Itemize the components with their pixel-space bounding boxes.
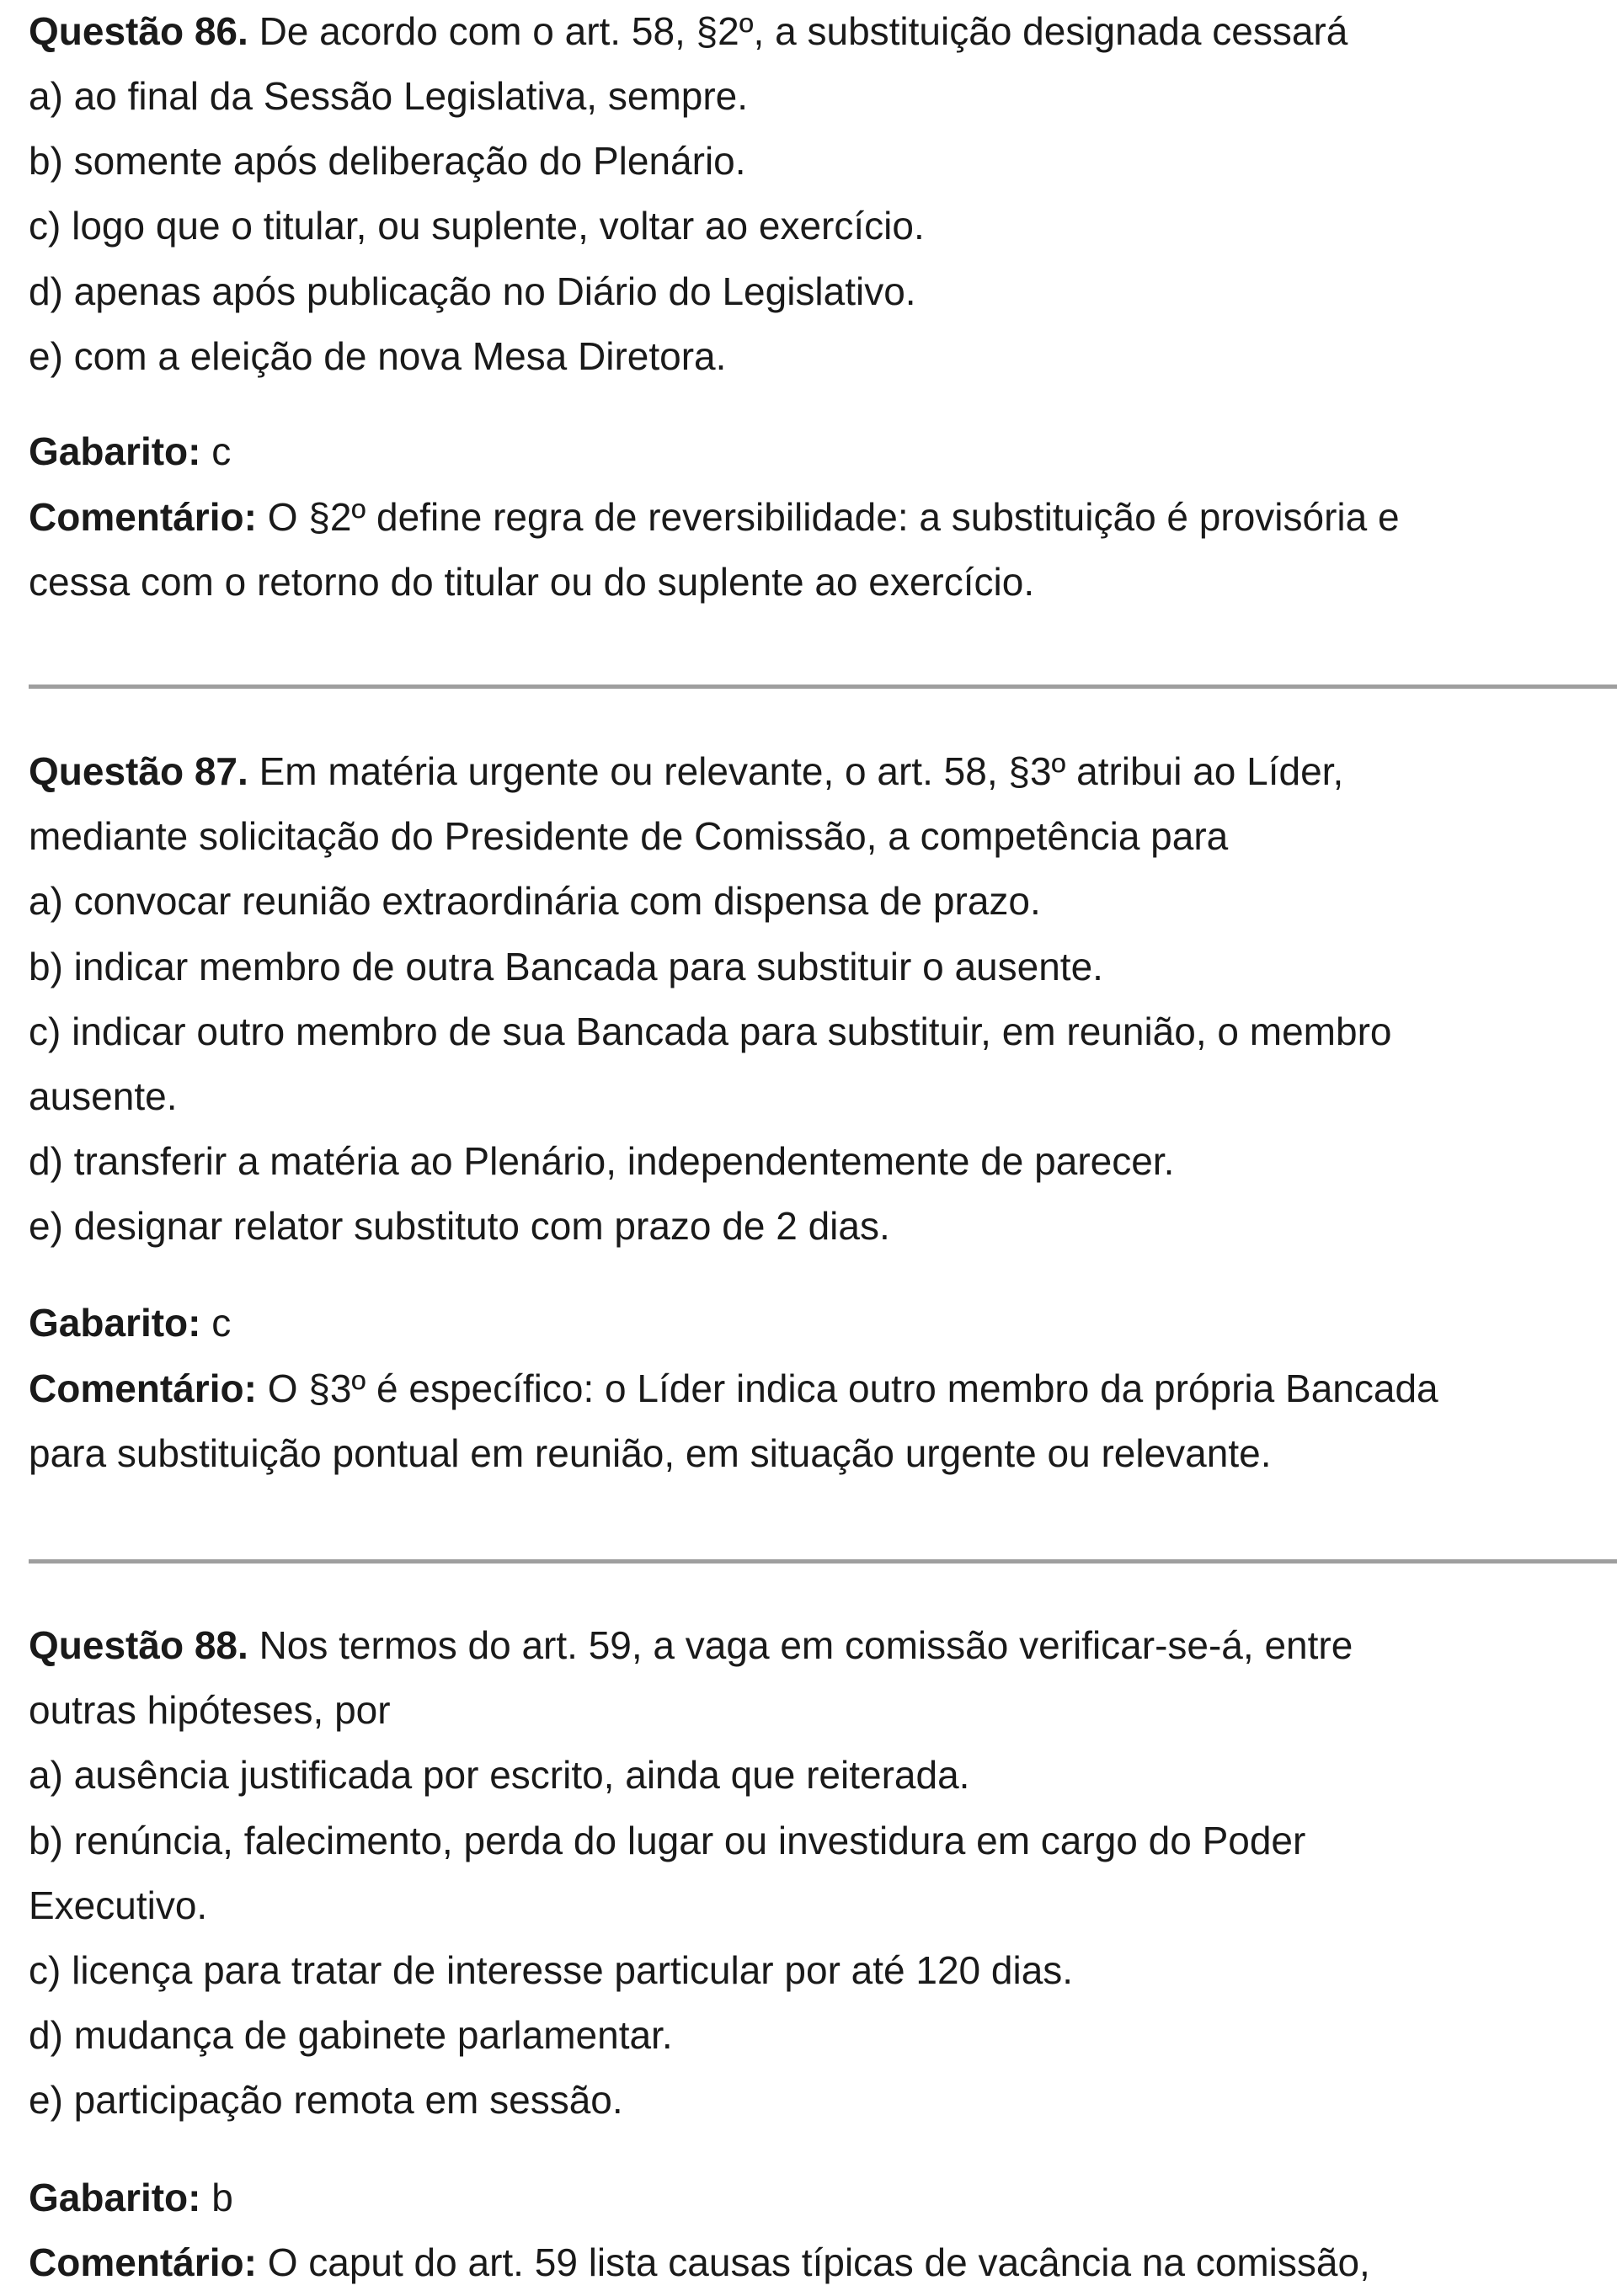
comment-label: Comentário: <box>29 1366 257 1410</box>
answer-value: c <box>211 429 232 473</box>
question-stem-line <box>29 1621 1353 1670</box>
question-stem: Nos termos do art. 59, a vaga em comissão verificar-se-á, entre <box>259 1623 1353 1667</box>
option-c: c) logo que o titular, ou suplente, voltar ao exercício. <box>29 204 925 248</box>
option-b: b) indicar membro de outra Bancada para substituir o ausente. <box>29 945 1103 988</box>
option-b: b) renúncia, falecimento, perda do lugar ou investidura em cargo do Poder <box>29 1819 1306 1862</box>
answer-line <box>29 1298 231 1347</box>
option-d: d) transferir a matéria ao Plenário, independentemente de parecer. <box>29 1139 1175 1183</box>
comment-label: Comentário: <box>29 495 257 539</box>
answer-label: Gabarito: <box>29 2176 201 2219</box>
question-stem: De acordo com o art. 58, §2º, a substituição designada cessará <box>259 9 1348 53</box>
option-e: e) com a eleição de nova Mesa Diretora. <box>29 334 727 378</box>
comment-line <box>29 1364 1438 1413</box>
comment-line <box>29 493 1400 541</box>
answer-line <box>29 427 231 476</box>
question-number: Questão 87. <box>29 749 248 793</box>
answer-value: c <box>211 1301 232 1345</box>
question-number: Questão 88. <box>29 1623 248 1667</box>
option-d: d) mudança de gabinete parlamentar. <box>29 2013 673 2057</box>
answer-label: Gabarito: <box>29 429 201 473</box>
option-b: b) somente após deliberação do Plenário. <box>29 139 746 183</box>
answer-label: Gabarito: <box>29 1301 201 1345</box>
section-divider <box>29 685 1617 689</box>
option-c: c) licença para tratar de interesse particular por até 120 dias. <box>29 1948 1074 1992</box>
question-stem: mediante solicitação do Presidente de Comissão, a competência para <box>29 814 1229 858</box>
option-c: c) indicar outro membro de sua Bancada para substituir, em reunião, o membro <box>29 1009 1392 1053</box>
option-b-continued: Executivo. <box>29 1883 208 1927</box>
question-stem: outras hipóteses, por <box>29 1688 391 1732</box>
option-e: e) designar relator substituto com prazo de 2 dias. <box>29 1204 890 1248</box>
comment-line <box>29 2238 1370 2287</box>
option-d: d) apenas após publicação no Diário do Legislativo. <box>29 269 916 313</box>
option-e: e) participação remota em sessão. <box>29 2078 623 2122</box>
option-a: a) convocar reunião extraordinária com dispensa de prazo. <box>29 879 1041 923</box>
comment-text: O caput do art. 59 lista causas típicas de vacância na comissão, <box>267 2240 1370 2284</box>
question-stem-line <box>29 7 1348 56</box>
option-a: a) ao final da Sessão Legislativa, sempre. <box>29 74 749 118</box>
question-stem: Em matéria urgente ou relevante, o art. 58, §3º atribui ao Líder, <box>259 749 1344 793</box>
option-a: a) ausência justificada por escrito, ainda que reiterada. <box>29 1753 970 1797</box>
option-c-continued: ausente. <box>29 1074 178 1118</box>
answer-value: b <box>211 2176 233 2219</box>
answer-line <box>29 2173 233 2222</box>
comment-text: O §2º define regra de reversibilidade: a substituição é provisória e <box>267 495 1400 539</box>
comment-label: Comentário: <box>29 2240 257 2284</box>
comment-text: O §3º é específico: o Líder indica outro membro da própria Bancada <box>267 1366 1438 1410</box>
section-divider <box>29 1559 1617 1564</box>
comment-text: para substituição pontual em reunião, em situação urgente ou relevante. <box>29 1431 1272 1475</box>
question-number: Questão 86. <box>29 9 248 53</box>
question-stem-line <box>29 747 1343 796</box>
comment-text: cessa com o retorno do titular ou do suplente ao exercício. <box>29 560 1035 604</box>
